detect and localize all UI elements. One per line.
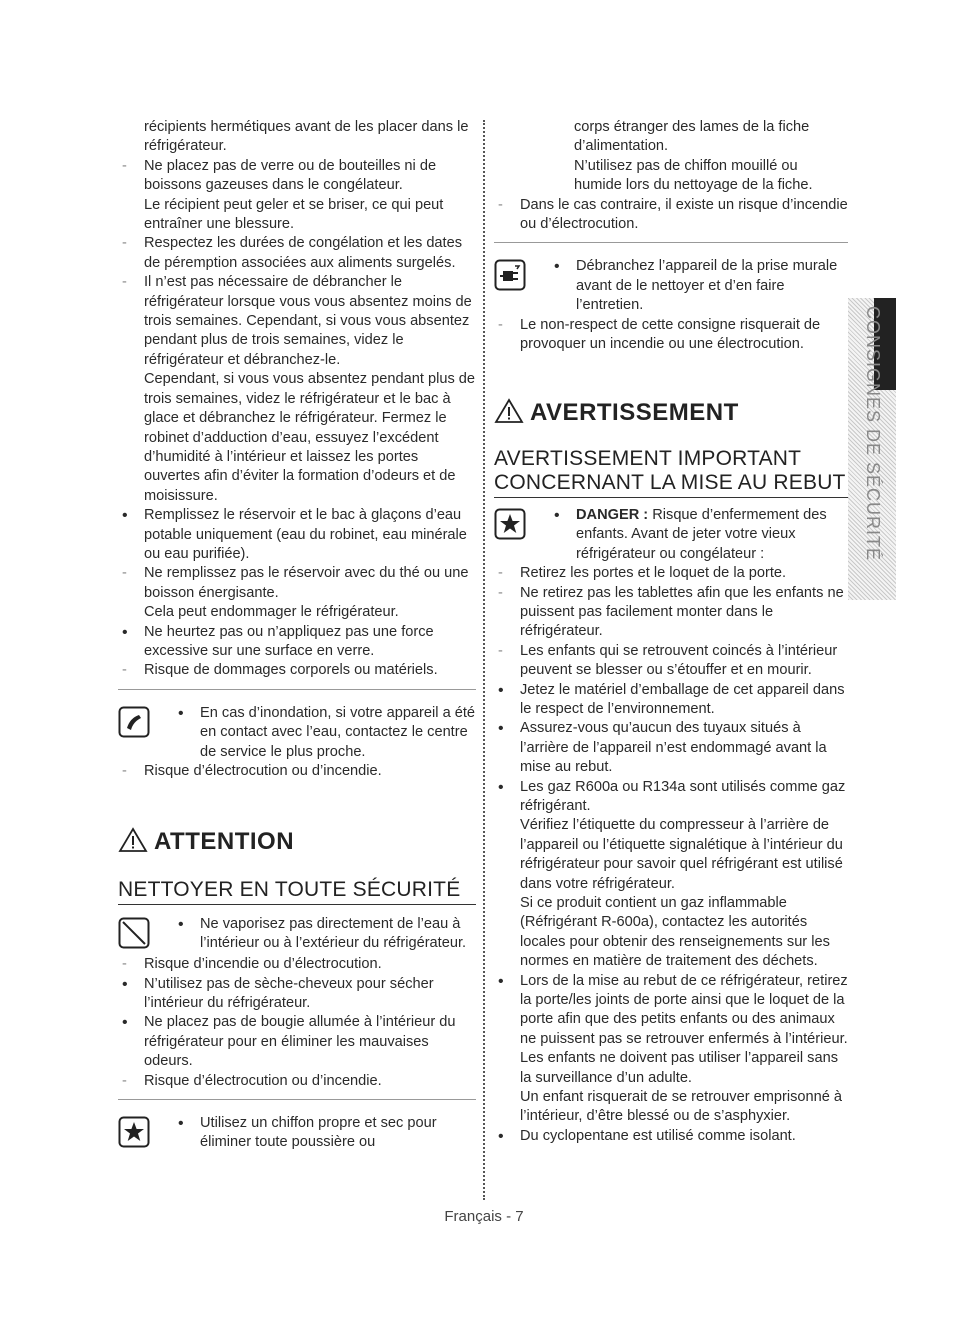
paragraph: Le récipient peut geler et se briser, ce qui peut entraîner une blessure. xyxy=(144,196,444,233)
section-title: NETTOYER EN TOUTE SÉCURITÉ xyxy=(118,878,476,905)
list-item: - Risque d’électrocution ou d’incendie. xyxy=(144,1072,476,1091)
plug-icon xyxy=(494,259,528,297)
star-icon xyxy=(118,1116,152,1154)
list-item: - Ne retirez pas les tablettes afin que les enfants ne puissent pas facilement monter dans le réfrigérateur. xyxy=(520,584,848,642)
paragraph: Un enfant risquerait de se retrouver emprisonné à l’intérieur, d’être blessé ou de s’asphyxier. xyxy=(520,1089,843,1125)
list-item: - Risque d’électrocution ou d’incendie. xyxy=(144,762,476,781)
notice-text: • Ne vaporisez pas directement de l’eau à l’intérieur ou à l’extérieur du réfrigérateur. xyxy=(200,915,476,954)
list-item: • Ne placez pas de bougie allumée à l’intérieur du réfrigérateur pour en éliminer les mauvaises odeurs. xyxy=(144,1013,476,1071)
phone-icon xyxy=(118,706,152,744)
list-item: • N’utilisez pas de sèche-cheveux pour sécher l’intérieur du réfrigérateur. xyxy=(144,975,476,1014)
list-item: - Risque de dommages corporels ou matériels. xyxy=(144,661,476,680)
notice-text: • En cas d’inondation, si votre appareil a été en contact avec l’eau, contactez le centre de service le plus proche. xyxy=(200,704,476,762)
side-tab-label: CONSIGNES DE SÉCURITÉ xyxy=(863,306,883,562)
column-divider xyxy=(483,120,485,1200)
no-spray-icon xyxy=(118,917,152,955)
notice-dust xyxy=(118,1114,476,1154)
list-item: • Du cyclopentane est utilisé comme isolant. xyxy=(520,1127,848,1146)
section-title: AVERTISSEMENT IMPORTANT CONCERNANT LA MISE AU REBUT xyxy=(494,447,848,498)
list-item: - Dans le cas contraire, il existe un risque d’incendie ou d’électrocution. xyxy=(520,196,848,235)
list-item: - Retirez les portes et le loquet de la porte. xyxy=(520,564,848,583)
list-item: • Assurez-vous qu’aucun des tuyaux situés à l’arrière de l’appareil n’est endommagé avant la mise au rebut. xyxy=(520,719,848,777)
notice-text: • Utilisez un chiffon propre et sec pour éliminer toute poussière ou xyxy=(200,1114,476,1153)
page-footer: Français - 7 xyxy=(444,1208,524,1225)
section-side-tab xyxy=(848,298,896,600)
warning-heading: AVERTISSEMENT xyxy=(494,398,848,426)
list-item: - Ne remplissez pas le réservoir avec du thé ou une boisson énergisante. xyxy=(144,564,476,603)
notice-flood xyxy=(118,704,476,762)
notice-unplug xyxy=(494,257,848,315)
paragraph: Les enfants ne doivent pas utiliser l’appareil sans la surveillance d’un adulte. xyxy=(520,1050,839,1086)
notice-text: • DANGER : Risque d’enfermement des enfants. Avant de jeter votre vieux réfrigérateur ou congélateur : xyxy=(576,506,848,564)
paragraph: Cela peut endommager le réfrigérateur. xyxy=(144,604,399,621)
list-item: • Ne heurtez pas ou n’appliquez pas une force excessive sur une surface en verre. xyxy=(144,623,476,662)
separator xyxy=(118,689,476,690)
star-icon xyxy=(494,508,528,546)
list-item: - Ne placez pas de verre ou de bouteilles ni de boissons gazeuses dans le congélateur. xyxy=(144,157,476,196)
notice-text: • Débranchez l’appareil de la prise murale avant de le nettoyer et d’en faire l’entretien. xyxy=(576,257,848,315)
warning-triangle-icon xyxy=(494,398,524,426)
right-column xyxy=(494,118,848,1146)
attention-heading: ATTENTION xyxy=(118,827,476,855)
list-item: • Remplissez le réservoir et le bac à glaçons d’eau potable uniquement (eau du robinet, eau minérale ou eau purifiée). xyxy=(144,506,476,564)
paragraph: Si ce produit contient un gaz inflammable (Réfrigérant R-600a), contactez les autorités locales pour obtenir des renseignements sur les normes en matière de traitement des déchets. xyxy=(520,895,830,970)
paragraph: Vérifiez l’étiquette du compresseur à l’arrière de l’appareil ou l’étiquette signalétique à l’intérieur du réfrigérateur pour savoir quel réfrigérant est utilisé dans votre réfrigérateur. xyxy=(520,817,843,892)
list-item: • Jetez le matériel d’emballage de cet appareil dans le respect de l’environnement. xyxy=(520,681,848,720)
list-item: - Le non-respect de cette consigne risquerait de provoquer un incendie ou une électrocution. xyxy=(520,316,848,355)
left-column xyxy=(118,118,476,1154)
list-item: - Risque d’incendie ou d’électrocution. xyxy=(144,955,476,974)
list-item: • Lors de la mise au rebut de ce réfrigérateur, retirez la porte/les joints de porte ainsi que le loquet de la porte afin que des petits enfants ou des animaux ne puissent pas se retrouver enfermés à l’intérieur. xyxy=(520,972,848,1050)
paragraph: corps étranger des lames de la fiche d’alimentation. xyxy=(574,119,810,155)
danger-label: DANGER : xyxy=(576,506,649,523)
paragraph: N’utilisez pas de chiffon mouillé ou humide lors du nettoyage de la fiche. xyxy=(574,157,813,194)
list-item: - Il n’est pas nécessaire de débrancher le réfrigérateur lorsque vous vous absentez moins de trois semaines. Cependant, si vous vous absentez pendant plus de trois semaines, videz le réfrigérateur et débranchez-le. xyxy=(144,273,476,370)
warning-triangle-icon xyxy=(118,827,148,855)
list-item: - Respectez les durées de congélation et les dates de péremption associées aux aliments surgelés. xyxy=(144,234,476,273)
paragraph: Cependant, si vous vous absentez pendant plus de trois semaines, videz le réfrigérateur et le bac à glace et débranchez le réfrigérateur. Fermez le robinet d’adduction d’eau, essuyez l’excédent d’humidité à l’intérieur et laissez les portes ouvertes afin d’éviter la formation d’odeurs et de moisissure. xyxy=(144,371,476,504)
paragraph: récipients hermétiques avant de les placer dans le réfrigérateur. xyxy=(144,119,469,155)
list-item: - Les enfants qui se retrouvent coincés à l’intérieur peuvent se blesser ou s’étouffer et en mourir. xyxy=(520,642,848,681)
separator xyxy=(118,1099,476,1100)
list-item: • Les gaz R600a ou R134a sont utilisés comme gaz réfrigérant. xyxy=(520,778,848,817)
notice-danger xyxy=(494,506,848,564)
separator xyxy=(494,242,848,243)
notice-spray xyxy=(118,915,476,955)
